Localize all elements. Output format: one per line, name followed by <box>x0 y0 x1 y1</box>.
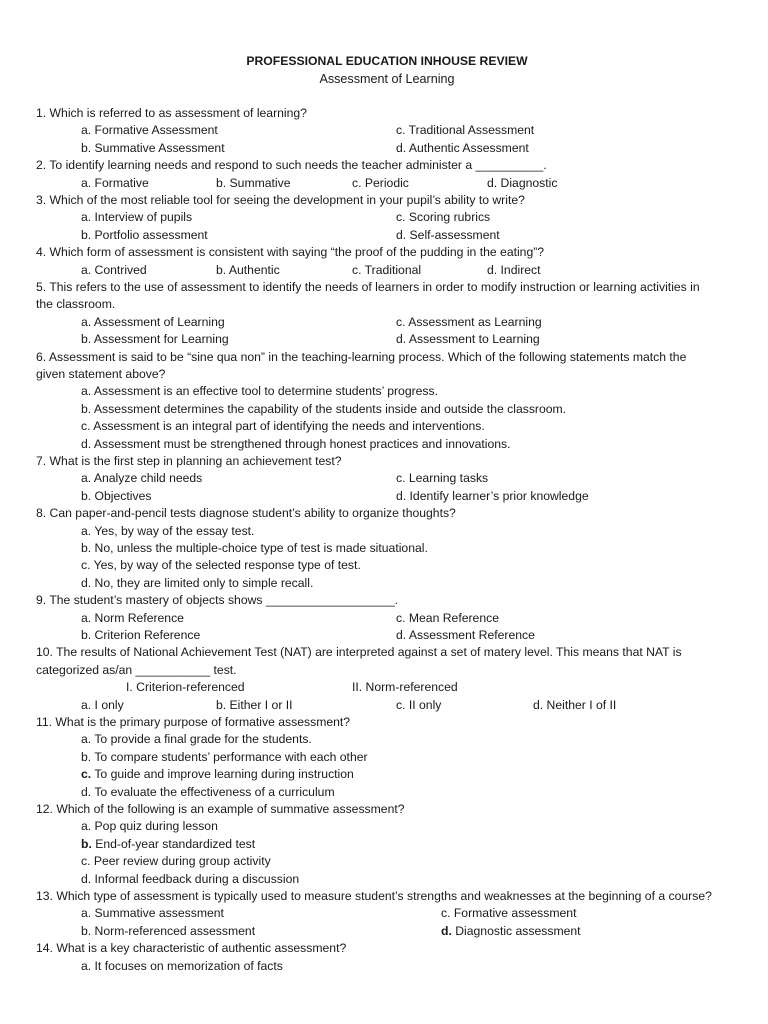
question-7: 7. What is the first step in planning an achievement test? <box>36 454 342 468</box>
question-6: 6. Assessment is said to be “sine qua non” in the teaching-learning process. Which of the following statements match the <box>36 349 687 364</box>
statement-ii: II. Norm-referenced <box>352 680 458 695</box>
choice-b: b. Either I or II <box>216 697 293 712</box>
choice-text: To guide and improve learning during instruction <box>91 767 354 782</box>
question-9: 9. The student’s mastery of objects shows ___________________. <box>36 593 399 608</box>
choice-c: c. Yes, by way of the selected response type of test. <box>81 558 361 573</box>
question-13: 13. Which type of assessment is typically used to measure student’s strengths and weaknesses at the beginning of a course? <box>36 889 712 904</box>
choice-b: b. Objectives <box>81 488 152 503</box>
question-5: 5. This refers to the use of assessment to identify the needs of learners in order to modify instruction or learning activities in <box>36 279 700 294</box>
choice-d: d. Indirect <box>487 262 541 277</box>
statements-row <box>36 679 738 696</box>
choices-row <box>36 314 738 331</box>
choices-row <box>36 331 738 348</box>
choice-b <box>36 836 738 853</box>
choice-c <box>36 766 738 783</box>
choice-d: d. Authentic Assessment <box>396 140 529 155</box>
choice-d: d. Neither I of II <box>533 697 617 712</box>
question-3: 3. Which of the most reliable tool for seeing the development in your pupil’s ability to write? <box>36 192 525 207</box>
choice-a: a. Summative assessment <box>81 906 224 921</box>
choices-row <box>36 610 738 627</box>
choice-c: c. Learning tasks <box>396 471 489 486</box>
choices-row <box>36 227 738 244</box>
statement-i: I. Criterion-referenced <box>126 680 245 695</box>
choices-row <box>36 627 738 644</box>
choice-d: d. Identify learner’s prior knowledge <box>396 488 589 503</box>
choice-letter: d. <box>441 923 452 938</box>
choice-letter: c. <box>81 767 92 782</box>
choice-text: Diagnostic assessment <box>451 923 581 938</box>
choice-c: c. Mean Reference <box>396 610 499 625</box>
question-11: 11. What is the primary purpose of formative assessment? <box>36 715 351 729</box>
choices-row <box>36 923 738 940</box>
question-10: 10. The results of National Achievement Test (NAT) are interpreted against a set of matery level. This means that NAT is <box>36 645 682 660</box>
choice-b: b. To compare students’ performance with each other <box>81 749 368 764</box>
choices-row <box>36 175 738 192</box>
choice-d <box>441 923 581 940</box>
question-4: 4. Which form of assessment is consistent with saying “the proof of the pudding in the eating”? <box>36 245 545 260</box>
question-14: 14. What is a key characteristic of authentic assessment? <box>36 941 347 956</box>
choices-row <box>36 488 738 505</box>
choice-b: b. No, unless the multiple-choice type of test is made situational. <box>81 541 428 555</box>
choice-d: d. Diagnostic <box>487 175 558 190</box>
choice-c: c. Traditional Assessment <box>396 123 535 138</box>
choices-row <box>36 470 738 487</box>
choice-a: a. Pop quiz during lesson <box>81 819 218 834</box>
choice-d: d. To evaluate the effectiveness of a curriculum <box>81 784 335 799</box>
choice-a: a. It focuses on memorization of facts <box>81 958 283 973</box>
choices-row <box>36 697 738 714</box>
choice-d: d. Assessment Reference <box>396 628 535 643</box>
choice-c: c. Assessment as Learning <box>396 314 542 329</box>
choice-d: d. No, they are limited only to simple recall. <box>81 575 314 590</box>
choice-a: a. I only <box>81 697 124 712</box>
choice-d: d. Assessment to Learning <box>396 332 540 347</box>
choice-a: a. Norm Reference <box>81 610 184 625</box>
choice-b: b. Summative Assessment <box>81 140 225 155</box>
choices-row <box>36 905 738 922</box>
choice-b: b. Portfolio assessment <box>81 227 208 242</box>
question-8: 8. Can paper-and-pencil tests diagnose student’s ability to organize thoughts? <box>36 506 456 521</box>
choice-c: c. II only <box>396 697 442 712</box>
choice-a: a. Assessment is an effective tool to determine students’ progress. <box>81 384 439 399</box>
choice-d: d. Informal feedback during a discussion <box>81 871 300 886</box>
choices-row <box>36 209 738 226</box>
question-1: 1. Which is referred to as assessment of learning? <box>36 106 307 120</box>
choices-row <box>36 140 738 157</box>
question-2: 2. To identify learning needs and respond to such needs the teacher administer a __________. <box>36 158 547 173</box>
choice-text: End-of-year standardized test <box>91 836 256 851</box>
choice-a: a. Contrived <box>81 262 147 277</box>
question-5-continued: the classroom. <box>36 297 116 312</box>
choice-d: d. Self-assessment <box>396 227 500 242</box>
choice-b: b. Summative <box>216 175 291 190</box>
choice-b: b. Authentic <box>216 262 280 277</box>
choice-letter: b. <box>81 836 92 851</box>
choice-b: b. Assessment for Learning <box>81 332 229 347</box>
choice-d: d. Assessment must be strengthened through honest practices and innovations. <box>81 436 511 451</box>
choice-c: c. Formative assessment <box>441 906 577 921</box>
choice-b: b. Assessment determines the capability of the students inside and outside the classroom. <box>81 401 567 416</box>
choice-a: a. Formative <box>81 175 149 190</box>
question-12: 12. Which of the following is an example of summative assessment? <box>36 802 405 817</box>
choice-c: c. Scoring rubrics <box>396 210 491 225</box>
choice-a: a. To provide a final grade for the students. <box>81 732 312 747</box>
choice-c: c. Peer review during group activity <box>81 854 271 869</box>
document-title: PROFESSIONAL EDUCATION INHOUSE REVIEW <box>246 54 528 68</box>
choice-b: b. Criterion Reference <box>81 628 201 643</box>
choice-a: a. Analyze child needs <box>81 471 203 486</box>
choice-c: c. Traditional <box>352 262 422 277</box>
question-6-continued: given statement above? <box>36 366 166 381</box>
choice-a: a. Yes, by way of the essay test. <box>81 523 255 538</box>
choices-row <box>36 122 738 139</box>
choice-a: a. Formative Assessment <box>81 123 218 138</box>
choices-row <box>36 262 738 279</box>
choice-b: b. Norm-referenced assessment <box>81 923 256 938</box>
choice-c: c. Assessment is an integral part of identifying the needs and interventions. <box>81 419 485 434</box>
document-subtitle: Assessment of Learning <box>319 72 455 86</box>
question-10-continued: categorized as/an ___________ test. <box>36 662 237 677</box>
choice-a: a. Interview of pupils <box>81 210 193 225</box>
choice-c: c. Periodic <box>352 175 409 190</box>
choice-a: a. Assessment of Learning <box>81 314 225 329</box>
